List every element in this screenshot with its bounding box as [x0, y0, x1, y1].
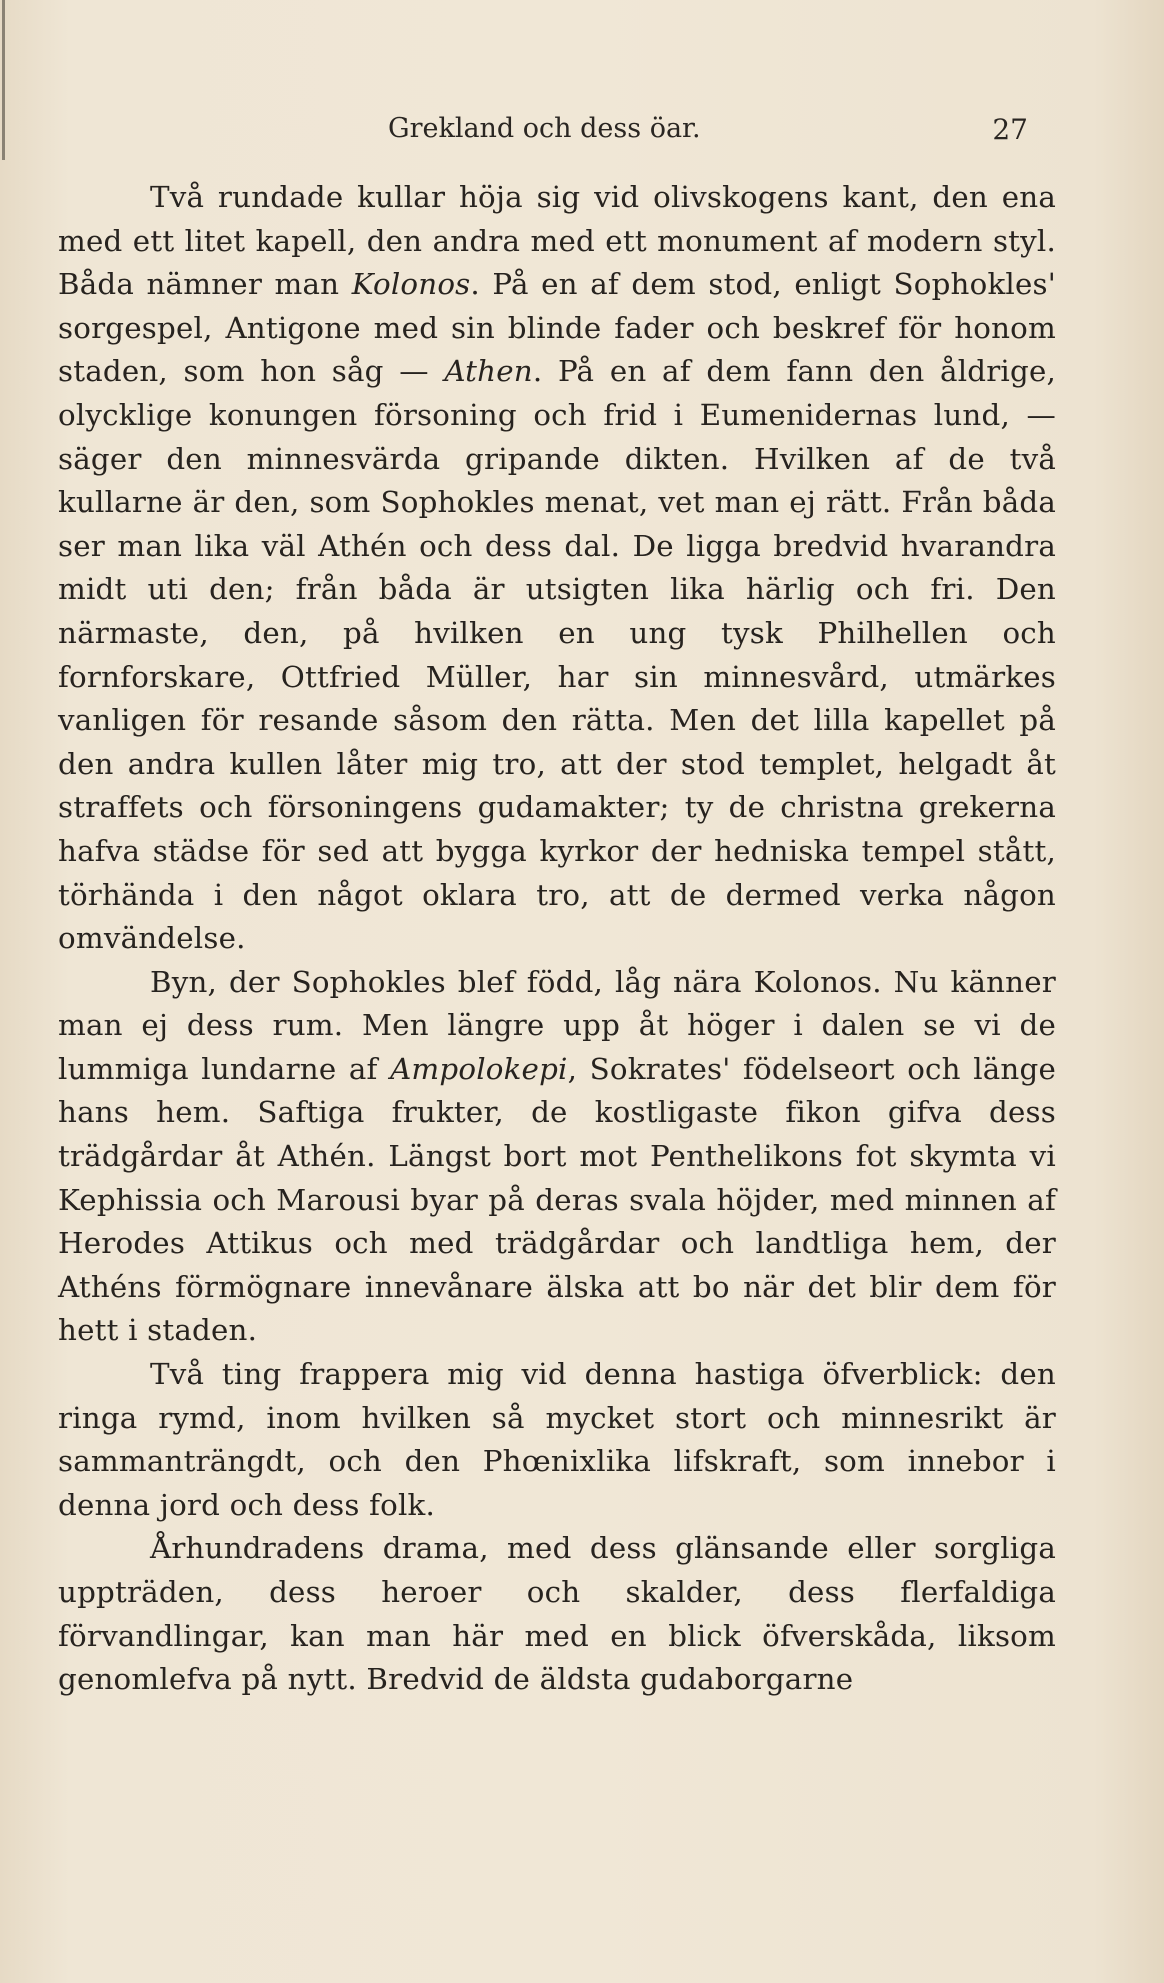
text-run: . På en af dem stod, enligt Sophokles' sorgespel, Antigone med sin blinde fader och beskref för honom staden, som hon såg —: [58, 267, 1057, 389]
italic-term: Athen: [444, 354, 533, 389]
italic-term: Kolonos: [351, 267, 471, 302]
text-run: Två ting frappera mig vid denna hastiga öfverblick: den ringa rymd, inom hvilken så mycket stort och minnesrikt är sammanträngdt, och den Phœnixlika lifskraft, som innebor i denna jord och dess folk.: [58, 1357, 1056, 1522]
text-run: Två rundade kullar höja sig vid olivskogens kant, den ena med ett litet kapell, den andra med ett monument af modern styl. Båda nämner man: [58, 180, 1056, 302]
text-run: Århundradens drama, med dess glänsande eller sorgliga uppträden, dess heroer och skalder, dess flerfaldiga förvandlingar, kan man här med en blick öfverskåda, liksom genomlefva på nytt. Bredvid de äldsta gudaborgarne: [58, 1531, 1056, 1697]
paragraph: [58, 961, 1056, 1353]
paragraph: [58, 176, 1056, 961]
paragraph: [58, 1353, 1056, 1527]
italic-term: Ampolokepi: [390, 1051, 568, 1086]
body-text: [58, 176, 1056, 1702]
page-edge-shadow: [2, 0, 5, 160]
page-header: [58, 113, 1028, 163]
text-run: . På en af dem fann den åldrige, olycklige konungen försoning och frid i Eumenidernas lund, — säger den minnesvärda gripande dikten. Hvilken af de två kullarne är den, som Sophokles menat, vet man ej rätt. Från båda ser man lika väl Athén och dess dal. De ligga bredvid hvarandra midt uti den; från båda är utsigten lika härlig och fri. Den närmaste, den, på hvilken en ung tysk Philhellen och fornforskare, Ottfried Müller, har sin minnesvård, utmärkes vanligen för resande såsom den rätta. Men det lilla kapellet på den andra kullen låter mig tro, att der stod templet, helgadt åt straffets och försoningens gudamakter; ty de christna grekerna hafva städse för sed att bygga kyrkor der hedniska tempel stått, törhända i den något oklara tro, att de dermed verka någon omvändelse.: [58, 354, 1056, 956]
page-number: 27: [992, 113, 1028, 146]
text-run: , Sokrates' födelseort och länge hans hem. Saftiga frukter, de kostligaste fikon gifva dess trädgårdar åt Athén. Längst bort mot Penthelikons fot skymta vi Kephissia och Marousi byar på deras svala höjder, med minnen af Herodes Attikus och med trädgårdar och landtliga hem, der Athéns förmögnare innevånare älska att bo när det blir dem för hett i staden.: [58, 1051, 1056, 1348]
paragraph: [58, 1527, 1056, 1701]
running-title: Grekland och dess öar.: [388, 113, 701, 144]
text-run: Byn, der Sophokles blef född, låg nära Kolonos. Nu känner man ej dess rum. Men längre upp åt höger i dalen se vi de lummiga lundarne af: [58, 964, 1056, 1086]
